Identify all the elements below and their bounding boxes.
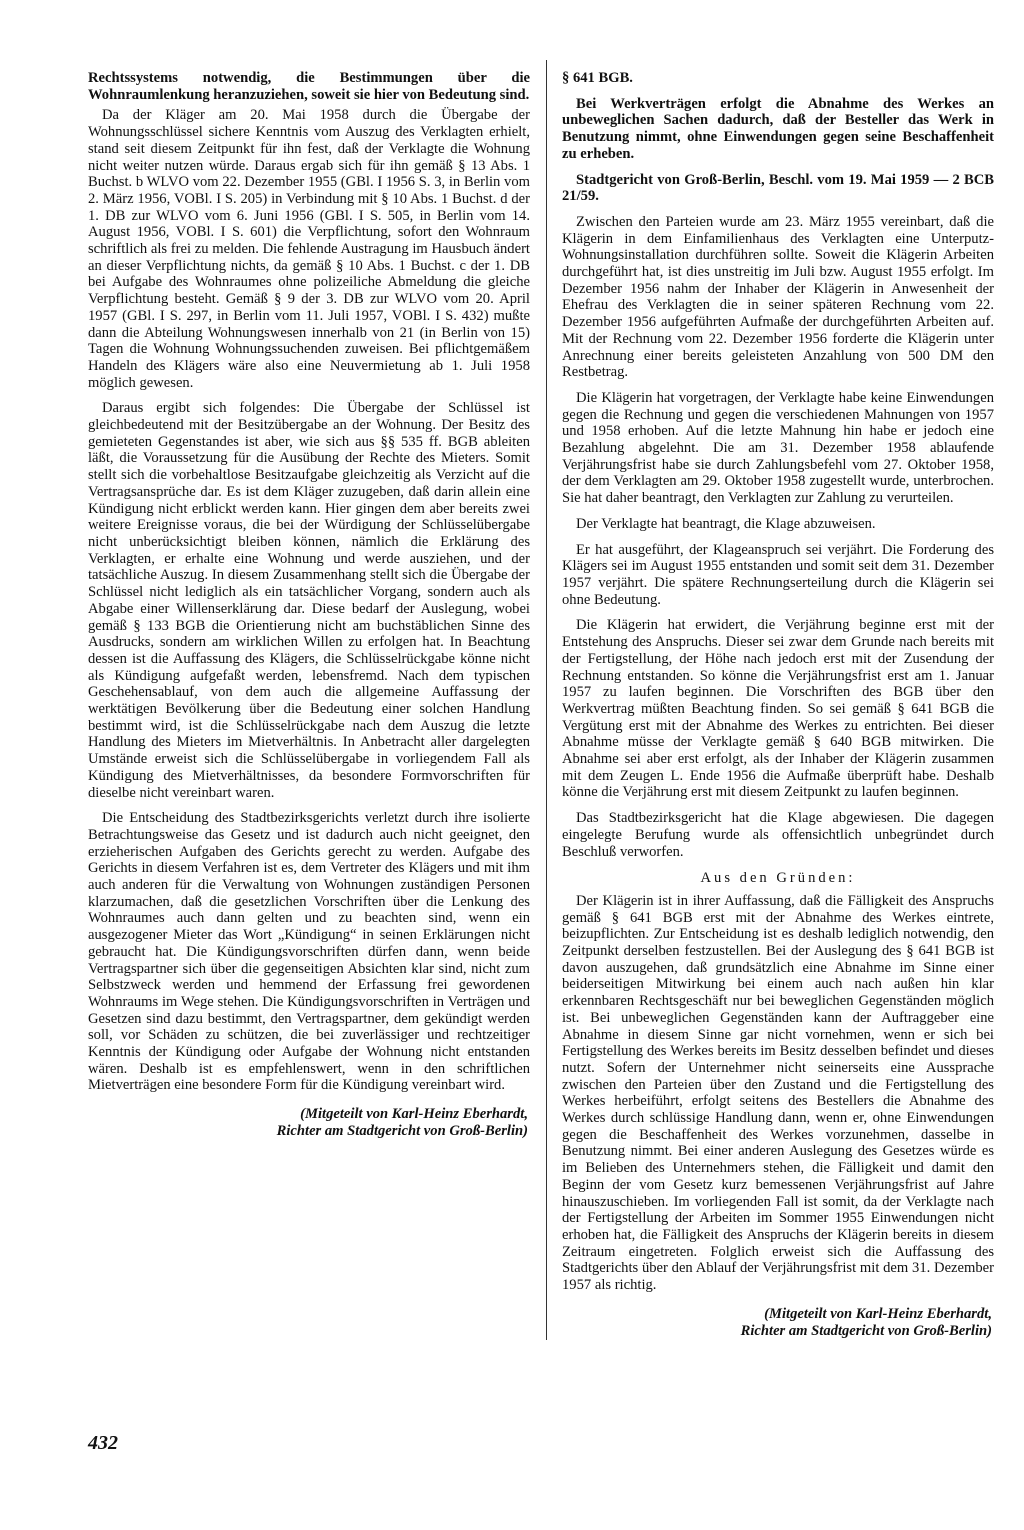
- right-paragraph-6: Das Stadtbezirksgericht hat die Klage abgewiesen. Die dagegen eingelegte Berufung wurde als offensichtlich unbegründet durch Beschluß verworfen.: [562, 810, 994, 860]
- left-byline-2: Richter am Stadtgericht von Groß-Berlin): [276, 1122, 528, 1139]
- left-column: [88, 70, 530, 1140]
- leitsatz: Bei Werkverträgen erfolgt die Abnahme des Werkes an unbeweglichen Sachen dadurch, daß der Besteller das Werk in Benutzung nimmt, ohne Einwendungen gegen seine Beschaffenheit zu erheben.: [562, 95, 994, 162]
- section-heading: § 641 BGB.: [562, 70, 633, 86]
- right-byline-2: Richter am Stadtgericht von Groß-Berlin): [740, 1322, 992, 1339]
- right-paragraph-1: Zwischen den Parteien wurde am 23. März 1955 vereinbart, daß die Klägerin in dem Einfamilienhaus des Verklagten eine Unterputz-Wohnungsinstallation durchführen sollte. Soweit die Klägerin Arbeiten durchgeführt hat, ist dies unstreitig im Juli bzw. August 1955 erfolgt. Im Dezember 1956 nahm der Inhaber der Klägerin in Anwesenheit der Ehefrau des Verklagten die in seiner späteren Rechnung vom 22. Dezember 1956 aufgeführten Aufmaße der durchgeführten Arbeiten auf. Mit der Rechnung vom 22. Dezember 1956 forderte die Klägerin unter Anrechnung einer bereits geleisteten Anzahlung von 500 DM den Restbetrag.: [562, 213, 994, 381]
- right-paragraph-5: Die Klägerin hat erwidert, die Verjährung beginne erst mit der Entstehung des Anspruchs. Dieser sei zwar dem Grunde nach bereits mit der Fertigstellung, der Höhe nach jedoch erst mit der Zusendung der Rechnung entstanden. So könne die Verjährungsfrist erst am 1. Januar 1957 zu laufen beginnen. Die Vorschriften des BGB über den Werkvertrag müßten Beachtung finden. So sei gemäß § 641 BGB die Vergütung erst mit der Abnahme des Werkes zu entrichten. Bei dieser Abnahme müsse der Verklagte gemäß § 640 BGB mitwirken. Die Abnahme sei aber erst erfolgt, als der Inhaber der Klägerin zusammen mit dem Zeugen L. Ende 1956 die Aufmaße überprüft habe. Deshalb könne die Verjährung erst mit diesem Zeitpunkt zu laufen beginnen.: [562, 617, 994, 801]
- right-byline-1: (Mitgeteilt von Karl-Heinz Eberhardt,: [764, 1305, 992, 1322]
- court-reference: Stadtgericht von Groß-Berlin, Beschl. vom 19. Mai 1959 — 2 BCB 21/59.: [562, 171, 994, 205]
- right-column: [562, 70, 994, 1339]
- left-paragraph-2: Da der Kläger am 20. Mai 1958 durch die Übergabe der Wohnungsschlüssel sichere Kenntnis vom Auszug des Verklagten erhielt, stand seit diesem Zeitpunkt für ihn fest, daß der Verklagte die Wohnung nicht weiter nutzen würde. Daraus ergab sich für ihn gemäß § 13 Abs. 1 Buchst. b WLVO vom 22. Dezember 1955 (GBl. I 1956 S. 3, in Berlin vom 2. März 1956, VOBl. I S. 205) in Verbindung mit § 10 Abs. 1 Buchst. d der 1. DB zur WLVO vom 6. Juni 1956 (GBl. I S. 505, in Berlin vom 14. August 1956, VOBl. I S. 601) die Verpflichtung, sofort den Wohnraum schriftlich als frei zu melden. Die fehlende Austragung im Hausbuch ändert an dieser Verpflichtung nichts, da gemäß § 10 Abs. 1 Buchst. c der 1. DB bei Aufgabe des Wohnraumes ohne polizeiliche Abmeldung die gleiche Verpflichtung besteht. Gemäß § 9 der 3. DB zur WLVO vom 20. April 1957 (GBl. I S. 297, in Berlin vom 11. Juli 1957, VOBl. I S. 432) mußte dann die Abteilung Wohnungswesen innerhalb von 21 (in Berlin von 15) Tagen die Wohnung Wohnungssuchenden zuweisen. Bei pflichtgemäßem Handeln des Klägers wäre also eine Neuvermietung ab 1. Juli 1958 möglich gewesen.: [88, 107, 530, 391]
- right-paragraph-2: Die Klägerin hat vorgetragen, der Verklagte habe keine Einwendungen gegen die Rechnung und gegen die verschiedenen Mahnungen von 1957 und 1958 erhoben. Auf die letzte Mahnung hin habe er jedoch eine Bezahlung abgelehnt. Die am 31. Dezember 1958 ablaufende Verjährungsfrist habe sie durch Zahlungsbefehl vom 27. Oktober 1958, der dem Verklagten am 29. Oktober 1958 zugestellt wurde, unterbrochen. Sie hat daher beantragt, den Verklagten zur Zahlung zu verurteilen.: [562, 389, 994, 507]
- right-paragraph-7: Der Klägerin ist in ihrer Auffassung, daß die Fälligkeit des Anspruchs gemäß § 641 BGB erst mit der Abnahme des Werkes eintrete, beizupflichten. Zur Entscheidung ist es deshalb lediglich notwendig, den Zeitpunkt derselben festzustellen. Bei der Auslegung des § 641 BGB ist davon auszugehen, daß grundsätzlich eine Abnahme im Sinne einer beiderseitigen Mitwirkung bei einem auch nach außen hin klar erkennbaren Rechtsgeschäft nur bei beweglichen Gegenständen möglich ist. Bei unbeweglichen Gegenständen kann der Auftraggeber eine Abnahme in diesem Sinne gar nicht vornehmen, wenn er sich bei Fertigstellung des Werkes bereits im Besitz desselben befindet und dieses nutzt. Sofern der Unternehmer nicht seinerseits eine Aussprache zwischen den Parteien über den Zustand und die Fertigstellung des Werkes herbeiführt, erfolgt seitens des Bestellers die Abnahme des Werkes durch schlüssige Handlung dann, wenn er, ohne Einwendungen gegen die Beschaffenheit des Werkes vorzunehmen, dasselbe in Benutzung nimmt. Bei einer anderen Auslegung des Gesetzes würde es im Belieben des Unternehmers stehen, die Fälligkeit und damit den Beginn der vom Gesetz kurz bemessenen Verjährungsfrist auf Jahre hinauszuschieben. Im vorliegenden Fall ist somit, da der Verklagte nach der Fertigstellung der Arbeiten im Sommer 1955 Einwendungen nicht erhoben hat, die Fälligkeit des Anspruchs der Klägerin bereits in diesem Zeitraum eingetreten. Folglich erweist sich die Auffassung des Stadtgerichts über den Ablauf der Verjährungsfrist mit dem 31. Dezember 1957 als richtig.: [562, 892, 994, 1294]
- left-paragraph-1: Rechtssystems notwendig, die Bestimmungen über die Wohnraumlenkung heranzuziehen, soweit sie hier von Bedeutung sind.: [88, 70, 530, 103]
- right-paragraph-4: Er hat ausgeführt, der Klageanspruch sei verjährt. Die Forderung des Klägers sei im August 1955 entstanden und somit seit dem 31. Dezember 1957 verjährt. Die spätere Rechnungserteilung durch die Klägerin sei ohne Bedeutung.: [562, 541, 994, 608]
- right-paragraph-3: Der Verklagte hat beantragt, die Klage abzuweisen.: [576, 515, 876, 532]
- section-title-gruende: Aus den Gründen:: [700, 870, 856, 887]
- left-byline-1: (Mitgeteilt von Karl-Heinz Eberhardt,: [300, 1106, 528, 1123]
- left-paragraph-4: Die Entscheidung des Stadtbezirksgerichts verletzt durch ihre isolierte Betrachtungsweise das Gesetz und ist dadurch auch nicht geeignet, den erzieherischen Aufgaben des Gerichts gerecht zu werden. Aufgabe des Gerichts in diesem Verfahren ist es, dem Vertreter des Klägers und mit ihm auch anderen für die Verwaltung von Wohnungen zuständigen Personen klarzumachen, daß die gesetzlichen Vorschriften über die Lenkung des Wohnraumes auch dann gelten und zu beachten sind, wenn ein ausgezogener Mieter das Wort „Kündigung“ in seinen Erklärungen nicht gebraucht hat. Die Kündigungsvorschriften dürfen dann, wenn beide Vertragspartner sich über die gegenseitigen Absichten klar sind, nicht zum Selbstzweck werden und hemmend der Erfassung frei gewordenen Wohnraums im Wege stehen. Die Kündigungsvorschriften in Verträgen und Gesetzen sind dazu bestimmt, den Vertragspartner, dem gekündigt werden soll, vor Schäden zu schützen, die bei zuverlässiger und rechtzeitiger Kenntnis der Kündigung oder Aufgabe der Wohnung nicht entstanden wären. Deshalb ist es empfehlenswert, wenn in den schriftlichen Mietverträgen eine besondere Form für die Kündigung vereinbart wird.: [88, 810, 530, 1094]
- left-paragraph-3: Daraus ergibt sich folgendes: Die Übergabe der Schlüssel ist gleichbedeutend mit der Besitzübergabe an der Wohnung. Der Besitz des gemieteten Gegenstandes ist aber, wie sich aus §§ 535 ff. BGB ableiten läßt, die Voraussetzung für die Ausübung der Rechte des Mieters. Somit stellt sich die vorbehaltlose Besitzaufgabe gleichzeitig als Verzicht auf die Vertragsansprüche dar. Es ist dem Kläger zuzugeben, daß darin allein eine Kündigung nicht erblickt werden kann. Hier gingen dem aber bereits zwei weitere Ereignisse voraus, die bei der Würdigung der Schlüsselübergabe nicht unberücksichtigt bleiben können, nämlich die Erklärung des Verklagten, er erhalte eine Wohnung und werde ausziehen, und der tatsächliche Auszug. In diesem Zusammenhang stellt sich die Übergabe der Schlüssel nicht lediglich als ein tatsächlicher Vorgang, sondern auch als Abgabe einer Willenserklärung dar. Diese bedarf der Auslegung, wobei gemäß § 133 BGB die Orientierung nicht am buchstäblichen Sinne des Ausdrucks, sondern am wirklichen Willen zu erfolgen hat. In Beachtung dessen ist die Auffassung des Klägers, die Schlüsselrückgabe könne nicht als Kündigung aufgefaßt werden, lebensfremd. Nach dem typischen Geschehensablauf, von dem auch die allgemeine Auffassung der werktätigen Bevölkerung über die Bedeutung einer solchen Handlung bestimmt wird, ist die Schlüsselrückgabe nach dem Auszug die letzte Handlung des Mieters im Mietverhältnis. In Anbetracht aller dargelegten Umstände erweist sich die Schlüsselübergabe in vorliegendem Fall als Kündigung des Mietverhältnisses, da besondere Formvorschriften für dieselbe nicht vereinbart waren.: [88, 400, 530, 801]
- page-number: 432: [88, 1432, 118, 1454]
- column-divider: [546, 60, 547, 1340]
